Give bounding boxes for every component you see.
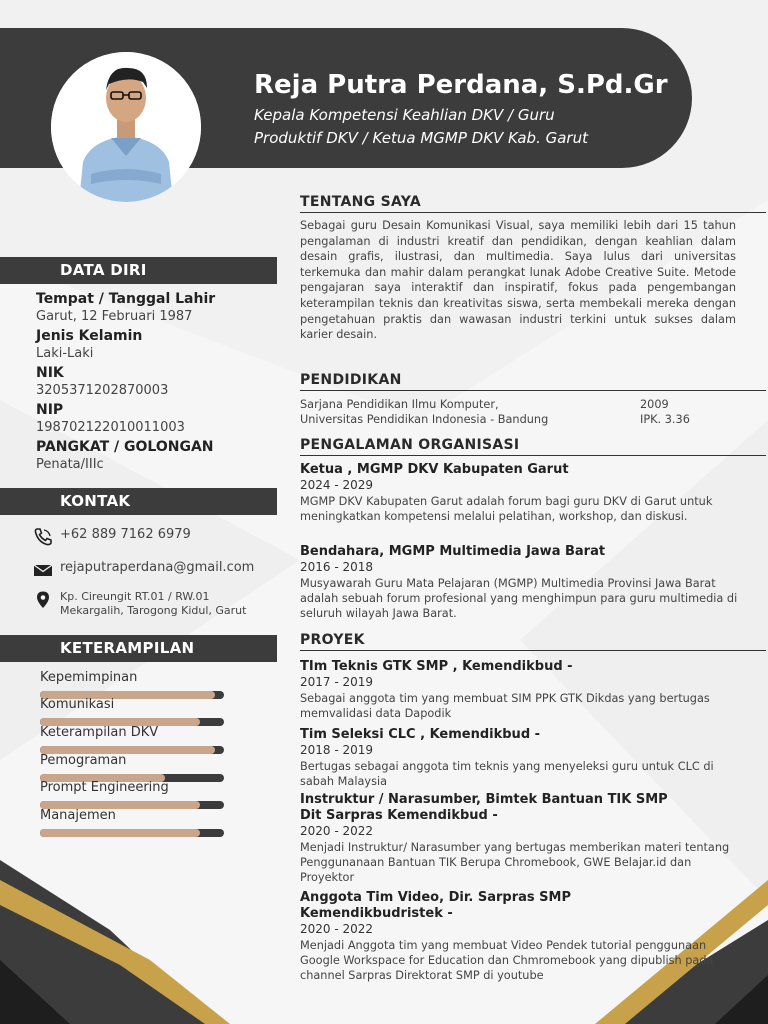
skill-label: Kepemimpinan	[40, 670, 138, 685]
skill-label: Pemograman	[40, 753, 127, 768]
personal-item-label: NIK	[36, 365, 64, 381]
entry-title: Bendahara, MGMP Multimedia Jawa Barat	[300, 544, 606, 559]
entry-title: Tim Seleksi CLC , Kemendikbud -	[300, 727, 541, 742]
personal-item	[36, 438, 271, 474]
entry-years: 2017 - 2019	[300, 675, 374, 689]
personal-item	[36, 327, 271, 363]
email-address[interactable]: rejaputraperdana@gmail.com	[60, 560, 255, 575]
entry-title: TIm Teknis GTK SMP , Kemendikbud -	[300, 659, 573, 674]
skill-label: Keterampilan DKV	[40, 725, 159, 740]
section-title-education: PENDIDIKAN	[300, 372, 766, 391]
entry-years: 2020 - 2022	[300, 922, 374, 936]
organization-entry	[300, 544, 740, 621]
section-title-personal-data: DATA DIRI	[0, 257, 277, 284]
personal-data-list	[36, 289, 271, 474]
entry-description: Menjadi Instruktur/ Narasumber yang bertugas memberikan materi tentang Penggunanaan Bantuan TIK Berupa Chromebook, GWE Belajar.id dan Proyektor	[300, 841, 730, 884]
section-title-contact: KONTAK	[0, 488, 277, 515]
phone-icon	[33, 527, 53, 547]
personal-item-value: 3205371202870003	[36, 383, 169, 398]
skill-item	[40, 753, 230, 782]
education-degree: Sarjana Pendidikan Ilmu Komputer,	[300, 398, 499, 411]
personal-item-label: Jenis Kelamin	[36, 328, 143, 344]
project-entry	[300, 890, 740, 983]
project-entry	[300, 659, 740, 721]
education-row	[300, 397, 750, 412]
personal-item-label: Tempat / Tanggal Lahir	[36, 291, 216, 307]
personal-item-value: 198702122010011003	[36, 420, 185, 435]
personal-item-label: PANGKAT / GOLONGAN	[36, 439, 214, 455]
personal-item	[36, 290, 271, 326]
entry-title: Anggota Tim Video, Dir. Sarpras SMP Kemendikbudristek -	[300, 890, 571, 921]
personal-item	[36, 364, 271, 400]
entry-years: 2018 - 2019	[300, 743, 374, 757]
address-line-2: Mekargalih, Tarogong Kidul, Garut	[60, 604, 247, 617]
entry-description: Menjadi Anggota tim yang membuat Video Pendek tutorial penggunaan Google Workspace for Education dan Chmromebook yang dipublish pada channel Sarpras Direktorat SMP di youtube	[300, 939, 714, 982]
contact-address	[33, 590, 273, 618]
entry-years: 2020 - 2022	[300, 824, 374, 838]
skill-item	[40, 697, 230, 726]
personal-item-value: Garut, 12 Februari 1987	[36, 309, 193, 324]
contact-email	[33, 560, 273, 580]
entry-title: Ketua , MGMP DKV Kabupaten Garut	[300, 462, 569, 477]
entry-description: Bertugas sebagai anggota tim teknis yang menyeleksi guru untuk CLC di sabah Malaysia	[300, 760, 714, 788]
entry-description: MGMP DKV Kabupaten Garut adalah forum bagi guru DKV di Garut untuk meningkatkan kompetensi melalui pelatihan, workshop, dan diskusi.	[300, 495, 713, 523]
personal-item-value: Laki-Laki	[36, 346, 94, 361]
address	[60, 590, 246, 618]
education-gpa: IPK. 3.36	[640, 413, 690, 426]
job-title-line-1: Kepala Kompetensi Keahlian DKV / Guru	[254, 106, 555, 124]
section-title-skills: KETERAMPILAN	[0, 635, 277, 662]
section-title-organization: PENGALAMAN ORGANISASI	[300, 437, 766, 456]
skill-item	[40, 808, 230, 837]
personal-item	[36, 401, 271, 437]
location-pin-icon	[33, 590, 53, 610]
organization-entry	[300, 462, 740, 524]
email-icon	[33, 560, 53, 580]
about-text: Sebagai guru Desain Komunikasi Visual, saya memiliki lebih dari 15 tahun pengalaman di industri kreatif dan pendidikan, dengan keahlian dalam desain grafis, ilustrasi, dan multimedia. Saya lulus dari universitas terkemuka dan mahir dalam perangkat lunak Adobe Creative Suite. Metode pengajaran saya interaktif dan inspiratif, fokus pada pengembangan keterampilan teknis dan kreativitas siswa, serta membekali mereka dengan pengetahuan praktis dan wawasan industri terkini untuk sukses dalam karier desain.	[300, 219, 736, 342]
person-name: Reja Putra Perdana, S.Pd.Gr	[254, 70, 668, 100]
section-title-about: TENTANG SAYA	[300, 194, 766, 213]
entry-description: Musyawarah Guru Mata Pelajaran (MGMP) Multimedia Provinsi Jawa Barat adalah sebuah forum profesional yang menghimpun para guru multimedia di seluruh wilayah Jawa Barat.	[300, 577, 738, 620]
project-entry	[300, 727, 740, 789]
profile-photo	[51, 52, 201, 202]
education-row	[300, 412, 750, 427]
job-title-line-2: Produktif DKV / Ketua MGMP DKV Kab. Garut	[254, 129, 588, 147]
address-line-1: Kp. Cireungit RT.01 / RW.01	[60, 590, 210, 603]
skill-item	[40, 780, 230, 809]
job-title	[254, 104, 674, 150]
skill-item	[40, 670, 230, 699]
contact-phone	[33, 527, 273, 547]
personal-item-label: NIP	[36, 402, 64, 418]
section-title-projects: PROYEK	[300, 632, 766, 651]
skill-label: Komunikasi	[40, 697, 115, 712]
project-entry	[300, 792, 740, 885]
personal-item-value: Penata/IIIc	[36, 457, 104, 472]
entry-years: 2016 - 2018	[300, 560, 374, 574]
skill-label: Prompt Engineering	[40, 780, 169, 795]
skill-label: Manajemen	[40, 808, 116, 823]
skill-bar-fill	[40, 829, 200, 837]
entry-years: 2024 - 2029	[300, 478, 374, 492]
entry-title: Instruktur / Narasumber, Bimtek Bantuan TIK SMP Dit Sarpras Kemendikbud -	[300, 792, 668, 823]
skill-bar	[40, 829, 224, 837]
skill-item	[40, 725, 230, 754]
phone-number[interactable]: +62 889 7162 6979	[60, 527, 191, 542]
education-school: Universitas Pendidikan Indonesia - Bandung	[300, 413, 549, 426]
entry-description: Sebagai anggota tim yang membuat SIM PPK GTK Dikdas yang bertugas memvalidasi data Dapodik	[300, 692, 710, 720]
education-year: 2009	[640, 398, 669, 411]
